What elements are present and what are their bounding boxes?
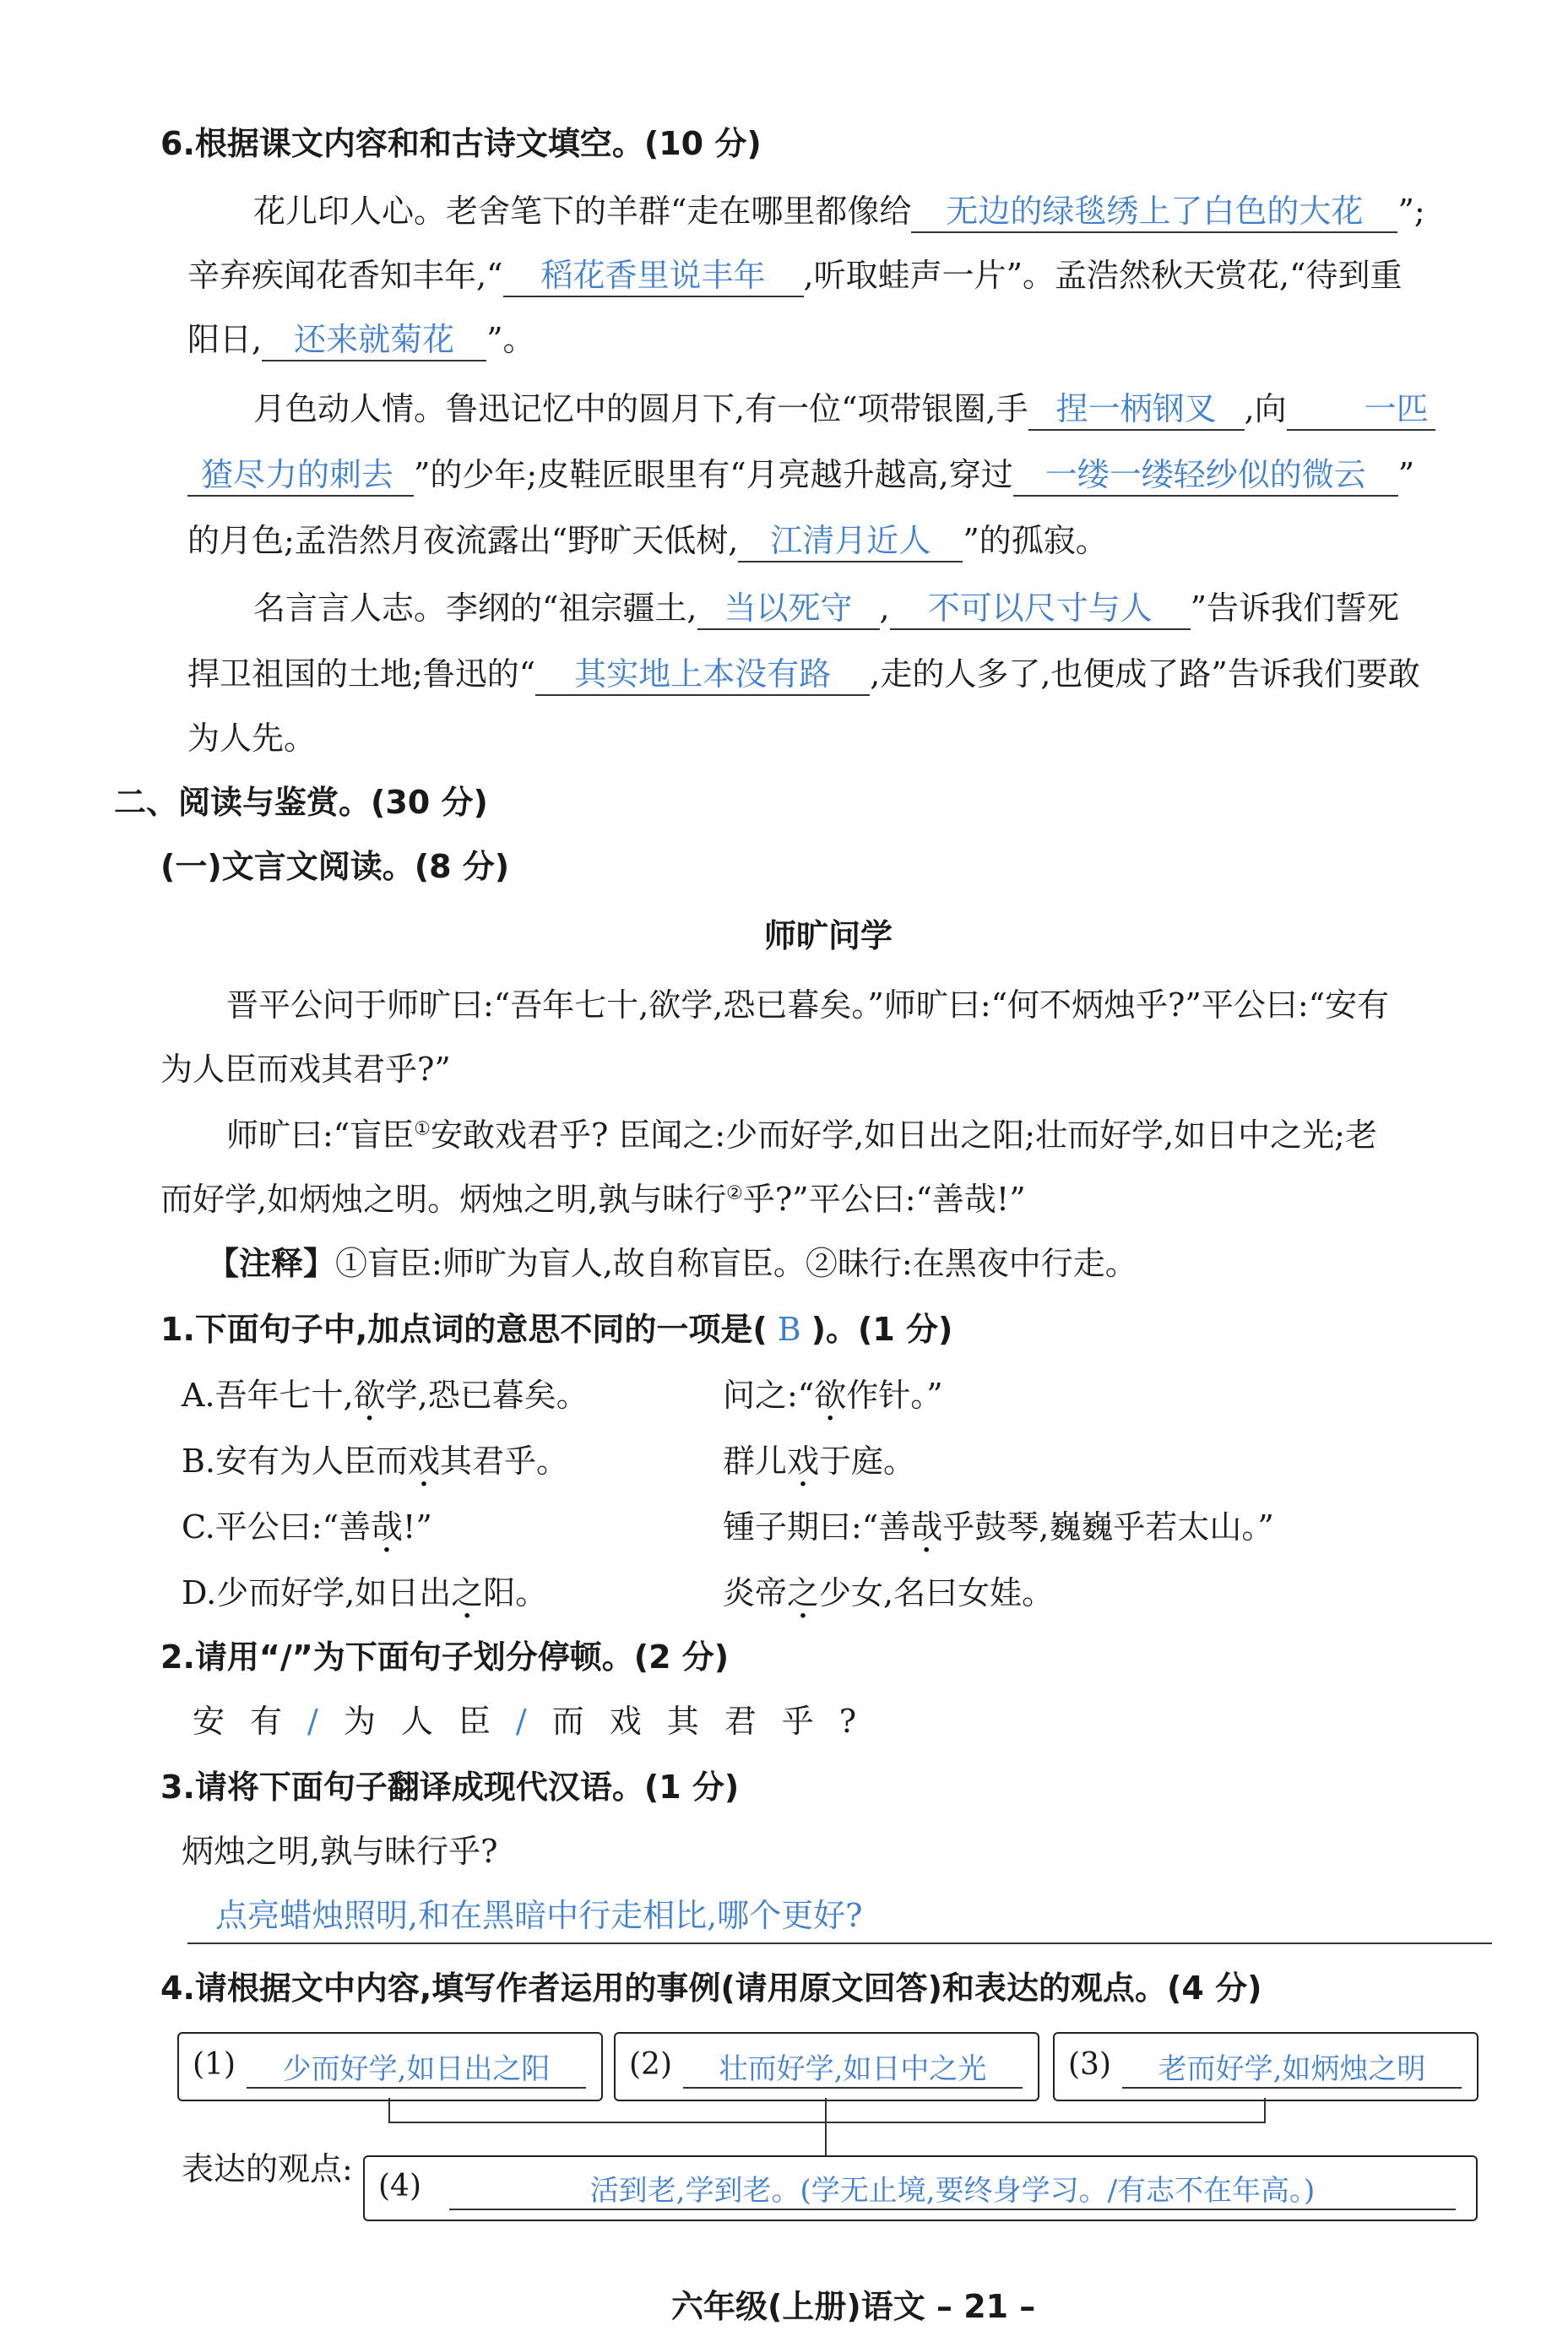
q6-answer-10: 其实地上本没有路: [535, 655, 870, 696]
q6-title: [160, 125, 762, 164]
q6-p7-end: ”告诉我们誓死: [1190, 590, 1400, 627]
passage-para1-line2: 为人臣而戏其君乎?”: [160, 1051, 451, 1088]
q1-b-right-tail: 于庭。: [819, 1443, 916, 1480]
q6-p7-sep: ,: [879, 590, 890, 627]
q1-title-text-b: )。(1 分): [811, 1311, 953, 1348]
q4-box3-label: (3): [1068, 2047, 1111, 2082]
q1-a-right-tail: 作针。”: [846, 1377, 943, 1414]
q1-c-right-dotted: 哉: [910, 1508, 943, 1546]
connector-line: [388, 2122, 1266, 2123]
q1-option-b-right: [723, 1443, 915, 1481]
passage-p3-text-b: 乎?”平公曰:“善哉!”: [742, 1181, 1026, 1218]
page-footer: 六年级(上册)语文 – 21 –: [671, 2288, 1036, 2325]
q4-box2-label: (2): [629, 2047, 672, 2082]
q6-answer-3: 还来就菊花: [262, 321, 486, 361]
q1-title-text-a: 1.下面句子中,加点词的意思不同的一项是(: [160, 1311, 768, 1348]
q6-answer-2: 稻花香里说丰年: [503, 257, 804, 297]
q2-char: 乎: [781, 1703, 816, 1740]
q6-title-text: 6.根据课文内容和和古诗文填空。(10 分): [160, 125, 762, 162]
q4-box1-answer: 少而好学,如日出之阳: [247, 2046, 586, 2089]
q3-answer-line: [187, 1943, 1492, 1944]
q2-char: 臣: [458, 1703, 492, 1740]
section2-title: 二、阅读与鉴赏。(30 分): [114, 784, 488, 821]
q4-box4-answer: 活到老,学到老。(学无止境,要终身学习。/有志不在年高。): [449, 2167, 1456, 2210]
q6-answer-5b: 猹尽力的刺去: [187, 456, 414, 497]
passage-para2-line1: [226, 1117, 1377, 1155]
q4-view-box: [363, 2155, 1478, 2221]
q6-answer-1: 无边的绿毯绣上了白色的大花: [911, 193, 1397, 233]
annotation-label: 【注释】: [207, 1245, 336, 1282]
q6-answer-6: 一缕一缕轻纱似的微云: [1013, 456, 1398, 497]
q1-c-left-dotted: 哉: [371, 1508, 404, 1546]
q6-p6-end: ”的孤寂。: [963, 522, 1108, 559]
q6-para2: [187, 257, 1403, 297]
q1-d-right-tail: 少女,名曰女娃。: [819, 1574, 1055, 1611]
q6-p8-text: 捍卫祖国的土地;鲁迅的“: [187, 655, 536, 693]
q6-para9: [187, 720, 316, 758]
q6-p6-text: 的月色;孟浩然月夜流露出“野旷天低树,: [187, 522, 739, 559]
q6-para5: [187, 456, 1414, 497]
q6-p5-end: ”: [1397, 456, 1415, 493]
q2-char: 有: [250, 1703, 285, 1740]
q1-a-left-dotted: 欲: [353, 1377, 386, 1414]
q1-b-left-tail: 其君乎。: [440, 1443, 569, 1480]
q6-p8-end: ,走的人多了,也便成了路”告诉我们要敢: [870, 655, 1420, 693]
q1-a-left-tail: 学,恐已暮矣。: [385, 1377, 589, 1414]
q2-char: 而: [551, 1703, 586, 1740]
q6-p4-text: 月色动人情。鲁迅记忆中的圆月下,有一位“项带银圈,手: [253, 390, 1028, 427]
q2-char: 为: [343, 1703, 377, 1740]
q4-box3-answer: 老而好学,如炳烛之明: [1122, 2046, 1462, 2089]
q6-p4-mid: ,向: [1244, 390, 1287, 427]
q4-box1-label: (1): [193, 2047, 236, 2082]
connector-line: [388, 2098, 390, 2123]
q1-title: [160, 1311, 952, 1350]
q6-para1: [253, 193, 1425, 233]
q1-d-left-tail: 阳。: [483, 1574, 548, 1611]
q6-para6: [187, 522, 1108, 562]
q6-answer-9: 不可以尺寸与人: [890, 590, 1191, 630]
passage-p2-text-a: 师旷曰:“盲臣: [226, 1117, 415, 1154]
passage-title: 师旷问学: [764, 917, 893, 954]
q6-p2-end: ,听取蛙声一片”。孟浩然秋天赏花,“待到重: [803, 257, 1403, 294]
q1-b-left-dotted: 戏: [408, 1443, 441, 1480]
connector-line: [825, 2122, 827, 2155]
q2-char: 安: [193, 1703, 227, 1740]
q6-para8: [187, 655, 1420, 696]
q1-b-left-text: B.安有为人臣而: [182, 1443, 409, 1480]
q2-title: 2.请用“/”为下面句子划分停顿。(2 分): [160, 1638, 730, 1676]
q4-example-box-1: [177, 2032, 603, 2101]
q2-sentence: [193, 1703, 858, 1742]
q6-p3-end: ”。: [486, 321, 535, 358]
q1-d-left-dotted: 之: [451, 1574, 484, 1611]
annotation: [207, 1245, 1137, 1284]
q2-char: ?: [838, 1703, 859, 1740]
q6-p2-text: 辛弃疾闻花香知丰年,“: [187, 257, 503, 294]
q2-pause-mark: /: [515, 1703, 529, 1740]
q3-title: 3.请将下面句子翻译成现代汉语。(1 分): [160, 1769, 740, 1806]
q1-answer: B: [777, 1311, 801, 1348]
q6-p1-text: 花儿印人心。老舍笔下的羊群“走在哪里都像给: [253, 193, 912, 230]
q1-c-left-tail: !”: [403, 1508, 432, 1546]
q1-option-d-right: [723, 1574, 1054, 1613]
q1-a-right-text: 问之:“: [723, 1377, 815, 1414]
q4-title: 4.请根据文中内容,填写作者运用的事例(请用原文回答)和表达的观点。(4 分): [160, 1970, 1262, 2007]
q2-char: 其: [666, 1703, 701, 1740]
q1-option-d-left: [182, 1574, 547, 1613]
annotation-text: ①盲臣:师旷为盲人,故自称盲臣。②昧行:在黑夜中行走。: [335, 1245, 1137, 1282]
q6-p9-text: 为人先。: [187, 720, 317, 757]
footnote-ref-1: ①: [414, 1118, 431, 1140]
passage-para1-line1: 晋平公问于师旷曰:“吾年七十,欲学,恐已暮矣。”师旷曰:“何不炳烛乎?”平公曰:“安有: [226, 986, 1390, 1024]
q1-c-right-text: 锺子期曰:“善: [723, 1508, 911, 1546]
q6-p1-end: ”;: [1397, 193, 1425, 230]
q3-answer: 点亮蜡烛照明,和在黑暗中行走相比,哪个更好?: [215, 1897, 863, 1934]
q1-option-c-left: [182, 1508, 432, 1547]
q6-p5-text: ”的少年;皮鞋匠眼里有“月亮越升越高,穿过: [414, 456, 1013, 493]
q2-char: 君: [724, 1703, 758, 1740]
q4-box4-label: (4): [378, 2169, 421, 2203]
q4-view-label: 表达的观点:: [182, 2150, 353, 2187]
connector-line: [825, 2098, 827, 2123]
q1-c-right-tail: 乎鼓琴,巍巍乎若太山。”: [942, 1508, 1274, 1546]
q2-pause-mark: /: [307, 1703, 320, 1740]
q1-option-b-left: [182, 1443, 568, 1481]
q6-p3-text: 阳日,: [187, 321, 263, 358]
q4-example-box-2: [614, 2032, 1039, 2101]
q6-para7: [253, 590, 1399, 630]
q1-b-right-text: 群儿: [723, 1443, 788, 1480]
q6-answer-7: 江清月近人: [738, 522, 963, 562]
q2-char: 人: [400, 1703, 435, 1740]
q6-answer-4: 捏一柄钢叉: [1028, 390, 1245, 431]
q6-para4: [253, 390, 1435, 431]
q1-a-right-dotted: 欲: [814, 1377, 847, 1414]
q2-char: 戏: [609, 1703, 643, 1740]
q1-c-left-text: C.平公曰:“善: [182, 1508, 372, 1546]
q1-option-a-left: [182, 1377, 589, 1416]
passage-p3-text-a: 而好学,如炳烛之明。炳烛之明,孰与昧行: [160, 1181, 727, 1218]
q6-p7-text: 名言言人志。李纲的“祖宗疆土,: [253, 590, 697, 627]
q4-example-box-3: [1053, 2032, 1478, 2101]
q1-a-left-text: A.吾年七十,: [182, 1377, 354, 1414]
q1-option-a-right: [723, 1377, 943, 1416]
q1-d-right-text: 炎帝: [723, 1574, 788, 1611]
q1-d-left-text: D.少而好学,如日出: [182, 1574, 452, 1611]
connector-line: [1264, 2098, 1266, 2123]
q6-para3: [187, 321, 535, 361]
q3-sentence: 炳烛之明,孰与昧行乎?: [182, 1833, 498, 1870]
passage-p2-text-b: 安敢戏君乎? 臣闻之:少而好学,如日出之阳;壮而好学,如日中之光;老: [430, 1117, 1377, 1154]
section2-subtitle: (一)文言文阅读。(8 分): [160, 848, 510, 885]
q6-answer-5a: 一匹: [1287, 390, 1435, 431]
q1-d-right-dotted: 之: [787, 1574, 820, 1611]
q4-box2-answer: 壮而好学,如日中之光: [683, 2046, 1023, 2089]
footnote-ref-2: ②: [726, 1182, 743, 1204]
q6-answer-8: 当以死守: [697, 590, 880, 630]
q1-option-c-right: [723, 1508, 1274, 1547]
q1-b-right-dotted: 戏: [787, 1443, 820, 1480]
passage-para2-line2: [160, 1181, 1026, 1220]
